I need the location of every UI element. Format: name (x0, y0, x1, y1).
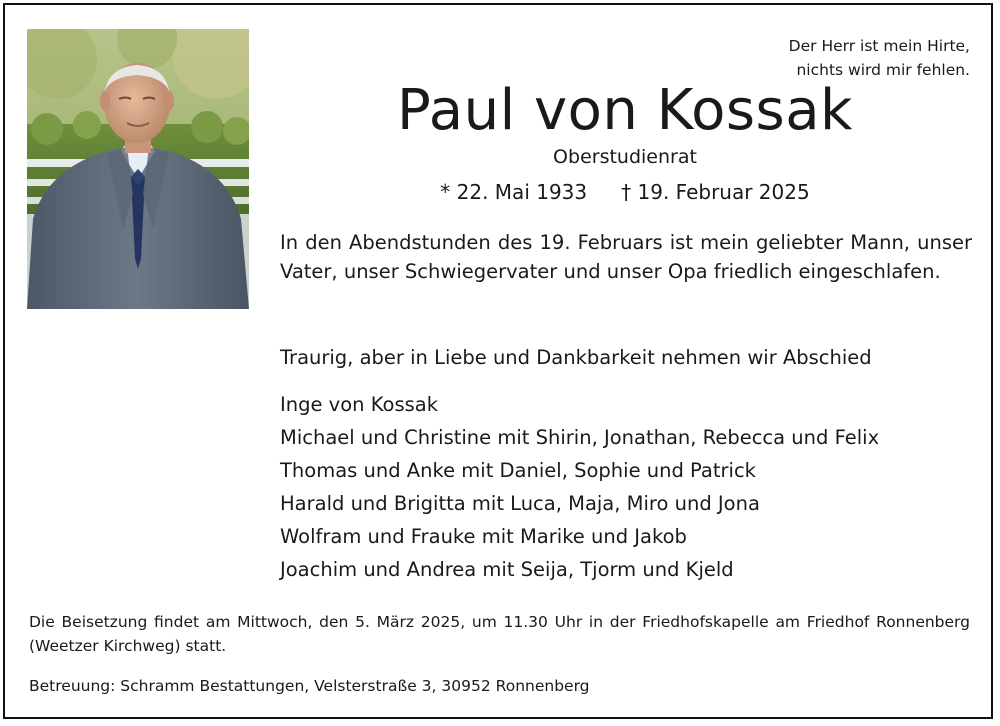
verse-line: Der Herr ist mein Hirte, (788, 37, 970, 55)
mourner-line: Thomas und Anke mit Daniel, Sophie und Patrick (280, 459, 756, 482)
mourner-line: Inge von Kossak (280, 393, 439, 416)
mourners-list (280, 388, 980, 586)
deceased-title: Oberstudienrat (553, 146, 697, 168)
mourner-line: Wolfram und Frauke mit Marike und Jakob (280, 525, 687, 548)
farewell-line: Traurig, aber in Liebe und Dankbarkeit nehmen wir Abschied (280, 346, 872, 369)
deceased-name: Paul von Kossak (397, 78, 853, 143)
funeral-home: Betreuung: Schramm Bestattungen, Velsterstraße 3, 30952 Ronnenberg (29, 677, 590, 695)
bible-verse (740, 34, 970, 82)
death-date: † 19. Februar 2025 (621, 180, 810, 204)
mourner-line: Harald und Brigitta mit Luca, Maja, Miro und Jona (280, 492, 760, 515)
death-message: In den Abendstunden des 19. Februars ist mein geliebter Mann, unser Vater, unser Schwiegervater und unser Opa friedlich eingeschlafen. (280, 231, 972, 283)
mourner-line: Michael und Christine mit Shirin, Jonathan, Rebecca und Felix (280, 426, 880, 449)
life-dates (400, 178, 850, 206)
portrait-photo (27, 29, 249, 309)
birth-date: * 22. Mai 1933 (440, 180, 588, 204)
mourner-line: Joachim und Andrea mit Seija, Tjorm und Kjeld (280, 558, 734, 581)
verse-line: nichts wird mir fehlen. (796, 61, 970, 79)
funeral-notice: Die Beisetzung findet am Mittwoch, den 5. März 2025, um 11.30 Uhr in der Friedhofskapelle am Friedhof Ronnenberg (Weetzer Kirchweg) statt. (29, 613, 970, 655)
